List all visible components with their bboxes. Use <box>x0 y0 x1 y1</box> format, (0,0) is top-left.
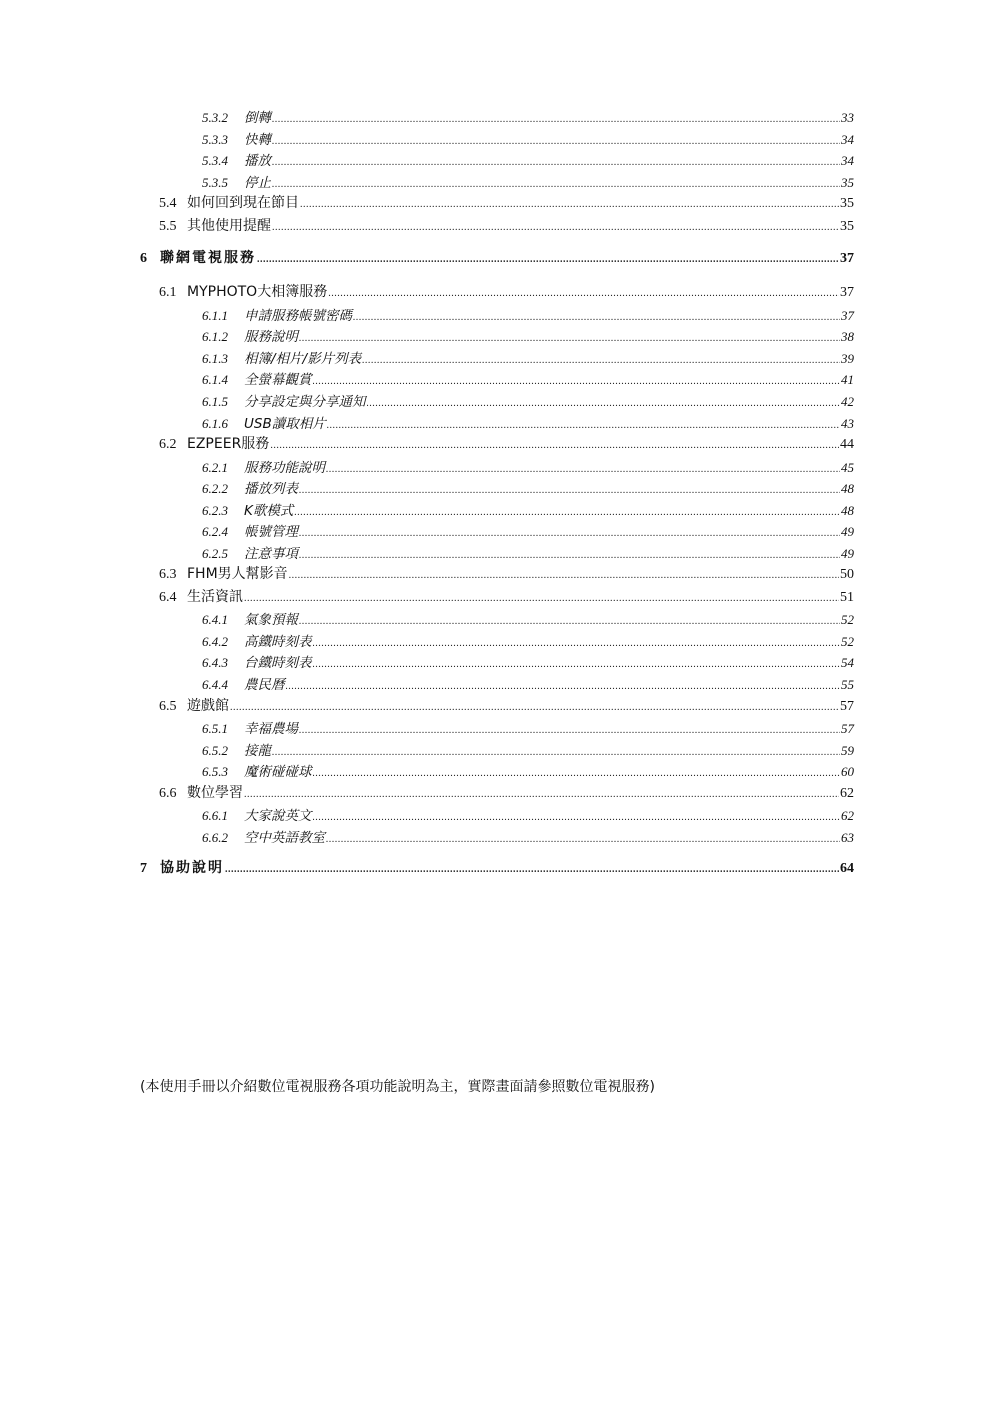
toc-entry-number: 6.1.2 <box>202 329 228 345</box>
toc-entry-title: 大家說英文 <box>244 808 312 825</box>
toc-entry[interactable] <box>140 149 854 171</box>
toc-entry-title: EZPEER服務 <box>187 436 270 453</box>
toc-entry-number: 6.4.1 <box>202 612 228 628</box>
toc-entry-title: 分享設定與分享通知 <box>244 393 366 410</box>
dot-leader <box>272 136 840 147</box>
dot-leader <box>313 812 841 823</box>
toc-entry-page: 52 <box>841 612 854 628</box>
toc-entry-number: 6.6.2 <box>202 829 228 845</box>
dot-leader <box>299 550 840 561</box>
toc-entry[interactable] <box>140 499 854 521</box>
toc-entry-title: 魔術碰碰球 <box>244 764 312 781</box>
toc-entry-title: K歌模式 <box>244 502 294 519</box>
toc-entry-number: 5.5 <box>159 218 177 234</box>
toc-entry-number: 6.2.1 <box>202 459 228 475</box>
toc-entry-title: 農民曆 <box>244 677 285 694</box>
toc-entry-title: 播放列表 <box>244 481 298 498</box>
toc-entry-page: 34 <box>841 153 854 169</box>
dot-leader <box>272 157 840 168</box>
toc-entry-number: 6.4 <box>159 589 177 605</box>
dot-leader <box>299 485 840 496</box>
toc-entry-number: 6.4.2 <box>202 633 228 649</box>
toc-entry-number: 6.2.4 <box>202 524 228 540</box>
dot-leader <box>353 312 840 323</box>
toc-entry[interactable] <box>140 390 854 412</box>
toc-entry-page: 37 <box>841 307 854 323</box>
toc-entry-page: 50 <box>840 567 854 583</box>
toc-entry-number: 6.1 <box>159 285 177 301</box>
toc-entry[interactable] <box>140 630 854 652</box>
toc-entry-title: FHM男人幫影音 <box>187 566 288 583</box>
toc-entry-title: 帳號管理 <box>244 524 298 541</box>
toc-entry-number: 6.1.4 <box>202 372 228 388</box>
toc-entry-page: 49 <box>841 524 854 540</box>
toc-entry-title: 服務說明 <box>244 329 298 346</box>
toc-entry-number: 6.3 <box>159 567 177 583</box>
toc-entry-number: 6.1.5 <box>202 393 228 409</box>
toc-entry-page: 59 <box>841 742 854 758</box>
dot-leader <box>294 507 840 518</box>
dot-leader <box>289 570 839 581</box>
dot-leader <box>286 681 841 692</box>
dot-leader <box>257 254 839 265</box>
dot-leader <box>328 288 839 299</box>
toc-entry[interactable] <box>140 695 854 717</box>
toc-entry[interactable] <box>140 520 854 542</box>
toc-entry-page: 33 <box>841 110 854 125</box>
toc-entry-title: 台鐵時刻表 <box>244 655 312 672</box>
toc-entry-page: 63 <box>841 829 854 845</box>
toc-entry-number: 6.4.3 <box>202 655 228 671</box>
dot-leader <box>313 768 841 779</box>
toc-entry-page: 41 <box>841 372 854 388</box>
toc-entry[interactable] <box>140 826 854 848</box>
toc-entry-number: 6.1.1 <box>202 307 228 323</box>
toc-entry-page: 34 <box>841 131 854 147</box>
toc-entry-title: 相簿/相片/影片列表 <box>244 350 362 367</box>
toc-entry-page: 48 <box>841 502 854 518</box>
toc-entry[interactable] <box>140 586 854 608</box>
dot-leader <box>313 376 841 387</box>
toc-entry-page: 35 <box>840 196 854 212</box>
dot-leader <box>299 528 840 539</box>
toc-entry[interactable] <box>140 347 854 369</box>
toc-entry-page: 64 <box>840 861 854 877</box>
toc-entry-title: 幸福農場 <box>244 721 298 738</box>
toc-entry[interactable] <box>140 281 854 303</box>
dot-leader <box>225 864 839 875</box>
toc-entry-title: MYPHOTO大相簿服務 <box>187 284 328 301</box>
dot-leader <box>244 789 839 800</box>
toc-entry-page: 57 <box>840 698 854 714</box>
toc-entry-page: 39 <box>841 350 854 366</box>
toc-entry-title: 停止 <box>244 174 271 191</box>
toc-entry[interactable] <box>140 171 854 193</box>
toc-entry-title: 氣象預報 <box>244 612 298 629</box>
toc-entry-number: 5.3.5 <box>202 174 228 190</box>
toc-entry-page: 35 <box>840 218 854 234</box>
dot-leader <box>299 616 840 627</box>
toc-entry-number: 6.5 <box>159 698 177 714</box>
toc-entry-title: 其他使用提醒 <box>187 217 271 234</box>
toc-entry-page: 45 <box>841 459 854 475</box>
toc-entry-number: 5.3.4 <box>202 153 228 169</box>
footnote: (本使用手冊以介紹數位電視服務各項功能說明為主，實際畫面請參照數位電視服務) <box>140 1079 655 1095</box>
toc-entry-number: 6.4.4 <box>202 677 228 693</box>
toc-entry-page: 38 <box>841 329 854 345</box>
toc-entry[interactable] <box>140 325 854 347</box>
dot-leader <box>300 199 839 210</box>
toc-entry-page: 60 <box>841 764 854 780</box>
toc-entry-page: 37 <box>840 251 854 267</box>
toc-entry[interactable] <box>140 542 854 564</box>
toc-entry[interactable] <box>140 456 854 478</box>
toc-entry-title: 接龍 <box>244 742 271 759</box>
toc-entry-title: 高鐵時刻表 <box>244 633 312 650</box>
toc-entry-title: 聯網電視服務 <box>160 250 256 267</box>
toc-entry[interactable] <box>140 608 854 630</box>
dot-leader <box>326 464 840 475</box>
table-of-contents <box>140 106 854 891</box>
toc-entry-page: 57 <box>841 721 854 737</box>
toc-entry-title: 空中英語教室 <box>244 829 325 846</box>
dot-leader <box>270 440 839 451</box>
toc-entry[interactable] <box>140 760 854 782</box>
toc-entry[interactable] <box>140 128 854 150</box>
toc-entry-title: 申請服務帳號密碼 <box>244 307 352 324</box>
toc-entry-page: 54 <box>841 655 854 671</box>
toc-entry[interactable] <box>140 651 854 673</box>
toc-entry[interactable] <box>140 739 854 761</box>
toc-entry-page: 42 <box>841 393 854 409</box>
toc-entry-number: 6.2.5 <box>202 545 228 561</box>
toc-entry-title: 播放 <box>244 153 271 170</box>
toc-entry-number: 6.5.1 <box>202 721 228 737</box>
toc-entry[interactable] <box>140 717 854 739</box>
toc-entry[interactable] <box>140 804 854 826</box>
dot-leader <box>230 702 839 713</box>
toc-entry-number: 5.4 <box>159 196 177 212</box>
toc-entry-number: 6 <box>140 251 147 267</box>
toc-entry-number: 6.2.3 <box>202 502 228 518</box>
toc-entry-title: 倒轉 <box>244 110 271 126</box>
toc-entry[interactable] <box>140 106 854 128</box>
dot-leader <box>272 747 840 758</box>
toc-entry-page: 55 <box>841 677 854 693</box>
dot-leader <box>272 114 840 125</box>
toc-entry[interactable] <box>140 247 854 271</box>
dot-leader <box>313 638 841 649</box>
toc-entry-page: 62 <box>840 785 854 801</box>
toc-entry[interactable] <box>140 412 854 434</box>
dot-leader <box>299 333 840 344</box>
toc-entry-title: 全螢幕觀賞 <box>244 372 312 389</box>
toc-entry-page: 37 <box>840 285 854 301</box>
toc-entry-title: USB讀取相片 <box>244 415 326 432</box>
toc-entry-number: 5.3.3 <box>202 131 228 147</box>
toc-entry-title: 遊戲館 <box>187 697 229 714</box>
toc-entry-number: 5.3.2 <box>202 110 228 125</box>
toc-entry[interactable] <box>140 673 854 695</box>
toc-entry-number: 6.2.2 <box>202 481 228 497</box>
toc-entry-title: 數位學習 <box>187 784 243 801</box>
toc-entry-number: 6.2 <box>159 437 177 453</box>
toc-entry-page: 43 <box>841 415 854 431</box>
toc-entry[interactable] <box>140 368 854 390</box>
dot-leader <box>327 420 840 431</box>
toc-entry-number: 6.5.3 <box>202 764 228 780</box>
toc-entry-title: 快轉 <box>244 131 271 148</box>
toc-entry-page: 48 <box>841 481 854 497</box>
dot-leader <box>326 834 840 845</box>
dot-leader <box>299 725 840 736</box>
toc-entry-title: 生活資訊 <box>187 588 243 605</box>
toc-entry[interactable] <box>140 782 854 804</box>
toc-entry-number: 7 <box>140 861 147 877</box>
toc-entry-page: 51 <box>840 589 854 605</box>
toc-entry-title: 如何回到現在節目 <box>187 195 299 212</box>
toc-entry-number: 6.6.1 <box>202 808 228 824</box>
toc-entry-title: 協助說明 <box>160 860 224 877</box>
toc-entry-page: 62 <box>841 808 854 824</box>
toc-entry[interactable] <box>140 304 854 326</box>
toc-entry[interactable] <box>140 477 854 499</box>
toc-entry[interactable] <box>140 857 854 881</box>
toc-entry-number: 6.5.2 <box>202 742 228 758</box>
dot-leader <box>272 179 840 190</box>
toc-entry[interactable] <box>140 215 854 237</box>
dot-leader <box>367 398 841 409</box>
dot-leader <box>313 659 841 670</box>
toc-entry-number: 6.1.3 <box>202 350 228 366</box>
toc-entry-page: 35 <box>841 174 854 190</box>
toc-entry[interactable] <box>140 563 854 585</box>
toc-entry-number: 6.1.6 <box>202 415 228 431</box>
toc-entry-title: 注意事項 <box>244 545 298 562</box>
toc-entry-page: 44 <box>840 437 854 453</box>
toc-entry[interactable] <box>140 433 854 455</box>
dot-leader <box>272 222 839 233</box>
toc-entry-title: 服務功能說明 <box>244 459 325 476</box>
toc-entry[interactable] <box>140 192 854 214</box>
toc-entry-number: 6.6 <box>159 785 177 801</box>
dot-leader <box>362 355 840 366</box>
toc-entry-page: 52 <box>841 633 854 649</box>
dot-leader <box>244 593 839 604</box>
toc-entry-page: 49 <box>841 545 854 561</box>
